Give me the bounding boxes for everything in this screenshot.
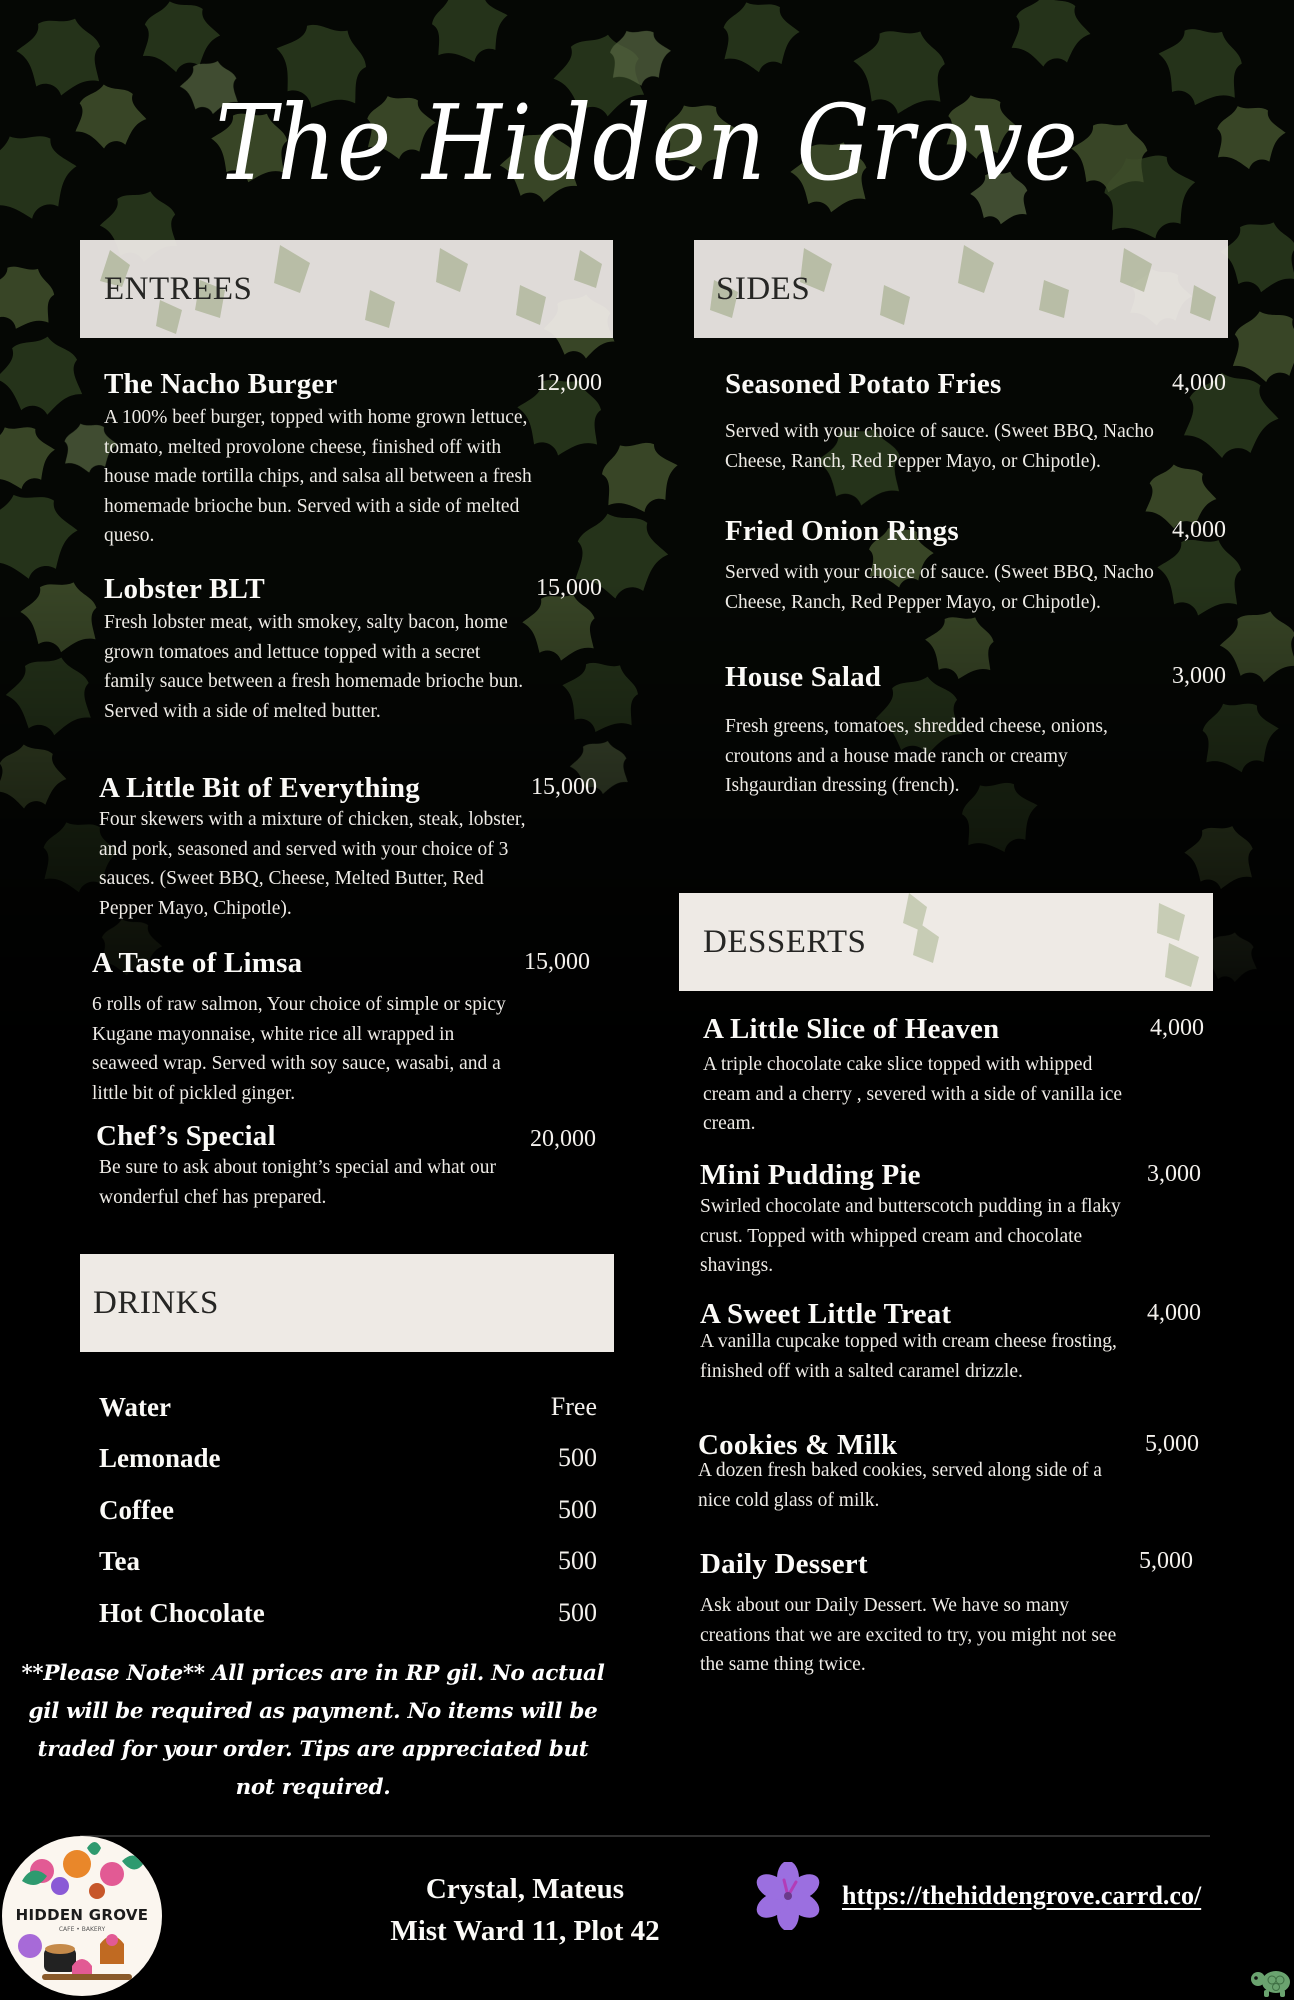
item-description: A vanilla cupcake topped with cream cheese frosting, finished off with a salted caramel drizzle. <box>700 1331 1117 1382</box>
item-price: 4,000 <box>1147 1300 1201 1326</box>
drink-name: Lemonade <box>99 1443 221 1473</box>
item-description: Swirled chocolate and butterscotch pudding in a flaky crust. Topped with whipped cream and chocolate shavings. <box>700 1196 1121 1276</box>
item-price: 5,000 <box>1139 1548 1193 1574</box>
entrees-heading: ENTREES <box>104 270 253 307</box>
item-name: House Salad <box>725 661 882 693</box>
logo-title: HIDDEN GROVE <box>15 1906 149 1924</box>
pricing-note: **Please Note** All prices are in RP gil. No actual gil will be required as payment. No items will be traded for your order. Tips are appreciated but not required. <box>21 1661 605 1800</box>
drink-price: 500 <box>558 1495 597 1524</box>
drink-price: 500 <box>558 1443 597 1472</box>
item-description: Be sure to ask about tonight’s special and what our wonderful chef has prepared. <box>99 1157 496 1208</box>
drink-row-water <box>99 1392 597 1423</box>
item-name: Daily Dessert <box>700 1548 868 1580</box>
item-description: Fresh lobster meat, with smokey, salty bacon, home grown tomatoes and lettuce topped with a secret family sauce between a fresh homemade brioche bun. Served with a side of melted butter. <box>104 612 524 722</box>
desserts-heading: DESSERTS <box>703 923 867 960</box>
restaurant-title: The Hidden Grove <box>215 82 1079 204</box>
item-name: Chef’s Special <box>96 1120 276 1152</box>
item-name: Cookies & Milk <box>698 1429 898 1461</box>
menu-item-potato-fries <box>725 368 1245 476</box>
website-link-group <box>752 1862 1201 1930</box>
item-name: A Little Bit of Everything <box>99 772 420 804</box>
item-name: Seasoned Potato Fries <box>725 368 1002 400</box>
item-name: A Taste of Limsa <box>92 947 303 979</box>
item-description: Ask about our Daily Dessert. We have so many creations that we are excited to try, you might not see the same thing twice. <box>700 1595 1117 1675</box>
menu-item-lobster-blt <box>104 573 614 726</box>
item-description: A triple chocolate cake slice topped with whipped cream and a cherry , severed with a side of vanilla ice cream. <box>703 1054 1123 1134</box>
item-price: 3,000 <box>1147 1161 1201 1187</box>
menu-item-taste-of-limsa <box>92 947 612 1108</box>
menu-item-chefs-special <box>96 1120 611 1212</box>
entrees-heading-box <box>80 240 613 338</box>
drink-name: Tea <box>99 1546 141 1576</box>
drinks-heading: DRINKS <box>93 1284 219 1321</box>
item-price: 20,000 <box>530 1126 596 1152</box>
item-description: Served with your choice of sauce. (Sweet BBQ, Nacho Cheese, Ranch, Red Pepper Mayo, or Chipotle). <box>725 421 1154 472</box>
drink-name: Coffee <box>99 1495 174 1525</box>
item-name: The Nacho Burger <box>104 368 338 400</box>
drink-name: Hot Chocolate <box>99 1598 265 1628</box>
item-description: Served with your choice of sauce. (Sweet BBQ, Nacho Cheese, Ranch, Red Pepper Mayo, or Chipotle). <box>725 562 1154 613</box>
item-description: 6 rolls of raw salmon, Your choice of simple or spicy Kugane mayonnaise, white rice all wrapped in seaweed wrap. Served with soy sauce, wasabi, and a little bit of pickled ginger. <box>92 994 506 1104</box>
item-name: Mini Pudding Pie <box>700 1159 921 1191</box>
address-server: Crystal, Mateus <box>425 1873 625 1905</box>
purple-flower-icon <box>752 1862 824 1930</box>
item-price: 4,000 <box>1172 517 1226 543</box>
sides-heading: SIDES <box>716 270 811 307</box>
turtle-icon <box>1248 1966 1292 1998</box>
drink-price: 500 <box>558 1546 597 1575</box>
item-price: 15,000 <box>524 949 590 975</box>
drinks-heading-box <box>80 1254 614 1352</box>
item-name: Fried Onion Rings <box>725 515 959 547</box>
item-description: A dozen fresh baked cookies, served along side of a nice cold glass of milk. <box>698 1460 1102 1511</box>
menu-item-nacho-burger <box>104 368 614 551</box>
drink-name: Water <box>99 1392 171 1422</box>
drink-price: 500 <box>558 1598 597 1627</box>
item-description: Four skewers with a mixture of chicken, steak, lobster, and pork, seasoned and served with your choice of 3 sauces. (Sweet BBQ, Cheese, Melted Butter, Red Pepper Mayo, Chipotle). <box>99 809 526 919</box>
address-plot: Mist Ward 11, Plot 42 <box>390 1915 660 1947</box>
drink-price: Free <box>550 1392 597 1421</box>
menu-item-mini-pudding-pie <box>700 1159 1220 1281</box>
item-name: A Little Slice of Heaven <box>703 1013 1000 1045</box>
item-price: 4,000 <box>1150 1015 1204 1041</box>
drink-row-coffee <box>99 1495 597 1526</box>
item-price: 5,000 <box>1145 1431 1199 1457</box>
item-description: Fresh greens, tomatoes, shredded cheese, onions, croutons and a house made ranch or creamy Ishgaurdian dressing (french). <box>725 716 1108 796</box>
item-description: A 100% beef burger, topped with home grown lettuce, tomato, melted provolone cheese, finished off with house made tortilla chips, and salsa all between a fresh homemade brioche bun. Served with a side of melted queso. <box>104 407 532 546</box>
footer-divider <box>80 1835 1210 1837</box>
item-price: 4,000 <box>1172 370 1226 396</box>
menu-item-sweet-little-treat <box>700 1298 1220 1386</box>
item-name: A Sweet Little Treat <box>700 1298 952 1330</box>
drink-row-tea <box>99 1546 597 1577</box>
item-price: 15,000 <box>536 575 602 601</box>
item-name: Lobster BLT <box>104 573 265 605</box>
menu-item-cookies-milk <box>698 1429 1218 1515</box>
item-price: 12,000 <box>536 370 602 396</box>
menu-item-little-bit-everything <box>99 772 614 923</box>
menu-item-onion-rings <box>725 515 1245 617</box>
logo-subtitle: CAFE • BAKERY <box>58 1926 106 1933</box>
address-block <box>330 1868 720 1952</box>
drink-row-hot-chocolate <box>99 1598 597 1629</box>
website-link[interactable]: https://thehiddengrove.carrd.co/ <box>842 1881 1202 1910</box>
menu-item-daily-dessert <box>700 1548 1220 1680</box>
menu-item-house-salad <box>725 661 1245 801</box>
item-price: 15,000 <box>531 774 597 800</box>
item-price: 3,000 <box>1172 663 1226 689</box>
menu-item-slice-of-heaven <box>703 1013 1223 1139</box>
desserts-heading-box <box>679 893 1213 991</box>
hidden-grove-logo <box>2 1836 162 1996</box>
sides-heading-box <box>694 240 1228 338</box>
drink-row-lemonade <box>99 1443 597 1474</box>
